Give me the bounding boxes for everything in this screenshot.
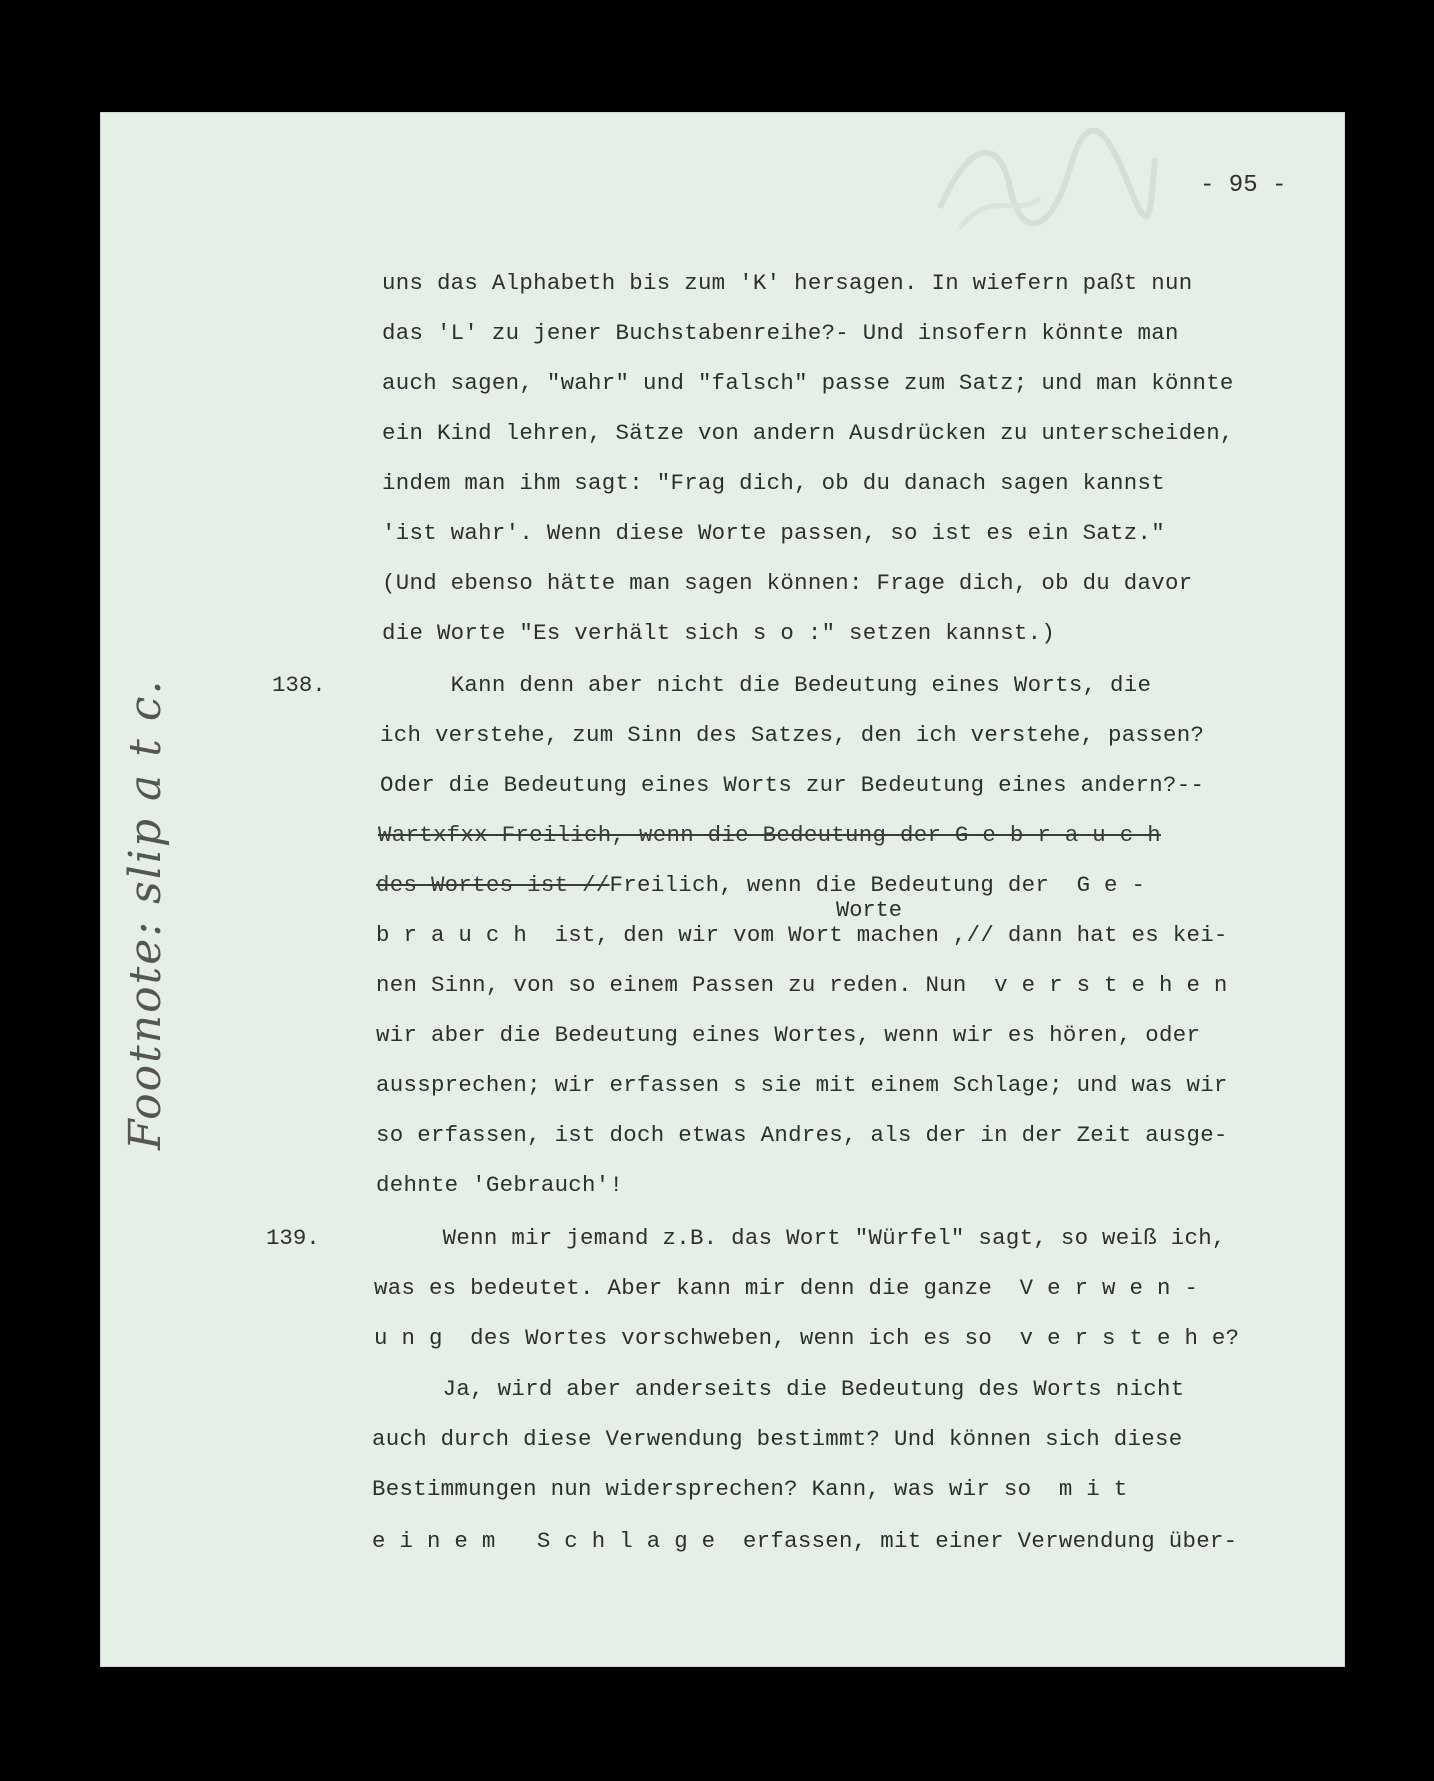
text-line: aussprechen; wir erfassen s sie mit einem Schlage; und was wir [376, 1072, 1228, 1098]
text-line: die Worte "Es verhält sich s o :" setzen kannst.) [382, 620, 1056, 646]
text-line: Kann denn aber nicht die Bedeutung eines Worts, die [382, 672, 1152, 698]
text-line: u n g des Wortes vorschweben, wenn ich es so v e r s t e h e? [374, 1325, 1240, 1351]
text-line: 'ist wahr'. Wenn diese Worte passen, so ist es ein Satz." [382, 520, 1165, 546]
inserted-word: Worte [836, 898, 903, 923]
text-line: auch durch diese Verwendung bestimmt? Und können sich diese [372, 1426, 1183, 1452]
text-line: das 'L' zu jener Buchstabenreihe?- Und insofern könnte man [382, 320, 1179, 346]
text-line: e i n e m S c h l a g e erfassen, mit einer Verwendung über- [372, 1528, 1238, 1554]
text-line: b r a u c h ist, den wir vom Wort machen ,// dann hat es kei- [376, 922, 1228, 948]
text-line: auch sagen, "wahr" und "falsch" passe zum Satz; und man könnte [382, 370, 1234, 396]
struck-text-line: Wartxfxx Freilich, wenn die Bedeutung der G e b r a u c h [378, 822, 1161, 848]
faded-stamp-signature [930, 128, 1160, 248]
paragraph-number-139: 139. [266, 1225, 320, 1251]
page-number: - 95 - [1200, 172, 1287, 199]
text-line: dehnte 'Gebrauch'! [376, 1172, 624, 1198]
text-line: uns das Alphabeth bis zum 'K' hersagen. In wiefern paßt nun [382, 270, 1193, 296]
text-line: wir aber die Bedeutung eines Wortes, wenn wir es hören, oder [376, 1022, 1201, 1048]
text-line: (Und ebenso hätte man sagen können: Frage dich, ob du davor [382, 570, 1193, 596]
text-line: nen Sinn, von so einem Passen zu reden. Nun v e r s t e h e n [376, 972, 1228, 998]
text-line: indem man ihm sagt: "Frag dich, ob du danach sagen kannst [382, 470, 1165, 496]
text-line: Ja, wird aber anderseits die Bedeutung des Worts nicht [374, 1376, 1185, 1402]
text-line: Oder die Bedeutung eines Worts zur Bedeutung eines andern?-- [380, 772, 1205, 798]
text-line: was es bedeutet. Aber kann mir denn die ganze V e r w e n - [374, 1275, 1199, 1301]
paragraph-number-138: 138. [272, 672, 326, 698]
text-line: ich verstehe, zum Sinn des Satzes, den ich verstehe, passen? [380, 722, 1205, 748]
text-line: Wenn mir jemand z.B. das Wort "Würfel" sagt, so weiß ich, [374, 1225, 1226, 1251]
struck-text-segment: des Wortes ist // [376, 872, 610, 898]
text-segment: Freilich, wenn die Bedeutung der G e - [609, 872, 1146, 898]
text-line-corrected [376, 872, 1145, 898]
handwritten-margin-note: Footnote: slip a t c. [120, 678, 171, 1150]
text-line: Bestimmungen nun widersprechen? Kann, was wir so m i t [372, 1476, 1128, 1502]
text-line: ein Kind lehren, Sätze von andern Ausdrücken zu unterscheiden, [382, 420, 1234, 446]
text-line: so erfassen, ist doch etwas Andres, als der in der Zeit ausge- [376, 1122, 1228, 1148]
